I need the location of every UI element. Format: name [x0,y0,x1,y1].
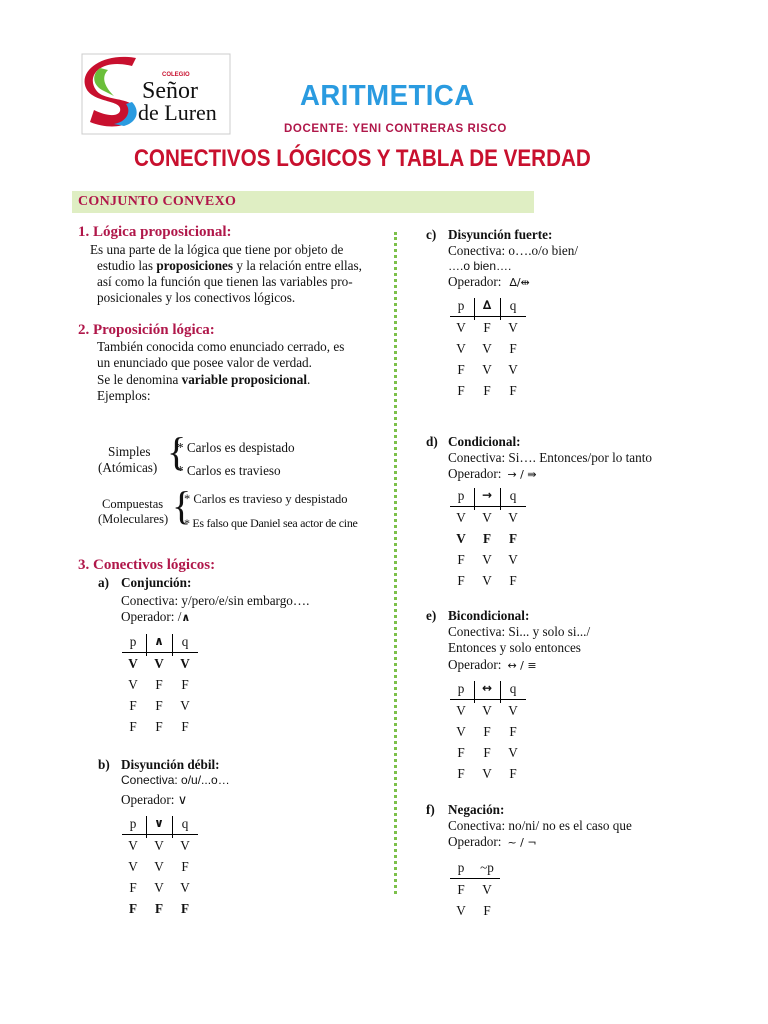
table-cell: F [483,745,491,760]
table-cell: V [482,882,492,897]
table-cell: F [180,901,190,916]
section-2-title: 2. Proposición lógica: [78,322,215,338]
table-cell: V [482,510,492,525]
compuestas-example-2: * Es falso que Daniel sea actor de cine [184,516,358,530]
table-header-cell: p [457,298,465,313]
item-f-operador [448,834,537,852]
table-header-cell: q [509,488,517,503]
item-f-title: Negación: [448,802,505,817]
table-header-cell: ↔ [481,681,493,695]
section-1-title: 1. Lógica proposicional: [78,224,232,240]
table-cell: F [457,745,465,760]
table-cell: V [482,552,492,567]
s1-line4: posicionales y los conectivos lógicos. [97,290,296,305]
table-cell: F [509,766,517,781]
simples-example-2: * Carlos es travieso [177,463,281,478]
item-d-conectiva: Conectiva: Si…. Entonces/por lo tanto [448,450,653,465]
item-c-title: Disyunción fuerte: [448,227,553,242]
table-cell: V [154,859,164,874]
table-cell: F [129,698,137,713]
table-cell: V [456,341,466,356]
logo-line1: Señor [142,78,198,104]
table-cell: F [457,882,465,897]
logo-emblem [80,52,232,136]
table-column-rule [500,298,501,320]
item-f-operador-text: Operador: [448,834,502,849]
item-c-operador-text: Operador: [448,274,502,289]
table-cell: V [180,656,190,671]
table-cell: V [482,341,492,356]
table-header-cell: ∧ [154,634,164,648]
s2-line3 [97,372,310,389]
table-header-cell: p [129,634,137,649]
simples-example-1: * Carlos es despistado [177,440,295,455]
delta-icon: ∆/⇹ [509,276,530,289]
table-cell: F [457,552,465,567]
table-column-rule [474,298,475,320]
table-cell: V [456,320,466,335]
table-cell: V [128,677,138,692]
s2-line4: Ejemplos: [97,388,151,403]
table-cell: F [509,573,517,588]
logo-small-text: COLEGIO [162,72,190,78]
table-cell: F [181,719,189,734]
item-b-label: b) [98,757,110,772]
item-d-title: Condicional: [448,434,521,449]
table-header-rule [122,652,198,653]
table-cell: F [155,719,163,734]
table-cell: V [456,724,466,739]
s1-line2-a: estudio las [97,258,157,273]
table-header-cell: ∨ [154,816,164,830]
item-c-conectiva-1: Conectiva: o….o/o bien/ [448,243,579,258]
page-subtitle: CONECTIVOS LÓGICOS Y TABLA DE VERDAD [134,145,591,172]
column-divider [394,232,397,894]
s2-line1: También conocida como enunciado cerrado, es [97,339,345,354]
item-f-conectiva: Conectiva: no/ni/ no es el caso que [448,818,632,833]
item-e-conectiva-2: Entonces y solo entonces [448,640,581,655]
item-e-conectiva-1: Conectiva: Si... y solo si.../ [448,624,591,639]
table-cell: V [180,698,190,713]
table-header-cell: q [181,634,189,649]
table-cell: V [128,656,138,671]
table-header-cell: p [457,681,465,696]
table-cell: F [509,383,517,398]
item-c-conectiva-2: ….o bien…. [448,259,512,273]
s2-line2: un enunciado que posee valor de verdad. [97,355,312,370]
table-cell: V [456,531,466,546]
table-cell: F [483,383,491,398]
teacher-name: DOCENTE: YENI CONTRERAS RISCO [284,123,507,135]
table-cell: V [508,320,518,335]
and-icon: ∧ [181,611,191,624]
table-cell: F [129,880,137,895]
table-cell: V [482,362,492,377]
table-cell: F [457,766,465,781]
item-e-operador [448,657,537,675]
table-cell: V [154,838,164,853]
simples-label: Simples [108,444,151,459]
s2-line3-a: Se le denomina [97,372,182,387]
table-column-rule [172,816,173,838]
table-cell: V [482,573,492,588]
table-cell: V [456,703,466,718]
table-cell: F [483,320,491,335]
table-header-rule [450,878,500,879]
table-cell: V [128,859,138,874]
compuestas-label-2: (Moleculares) [98,512,169,526]
item-a-conectiva: Conectiva: y/pero/e/sin embargo…. [121,593,310,608]
table-header-rule [450,316,526,317]
item-b-title: Disyunción débil: [121,757,220,772]
table-cell: F [509,341,517,356]
compuestas-label: Compuestas [102,497,164,511]
item-a-label: a) [98,575,109,590]
table-cell: F [155,677,163,692]
item-a-operador-text: Operador: / [121,609,182,624]
table-cell: F [457,573,465,588]
section-band-label: CONJUNTO CONVEXO [78,194,237,209]
compuestas-example-1: * Carlos es travieso y despistado [184,492,348,506]
s1-line2-c: y la relación entre ellas, [233,258,362,273]
table-header-cell: p [129,816,137,831]
table-cell: V [508,745,518,760]
table-cell: F [128,901,138,916]
table-cell: V [180,838,190,853]
item-d-operador [448,466,537,484]
table-cell: F [457,383,465,398]
item-a-operador [121,609,190,627]
table-header-cell: q [181,816,189,831]
section-3-title: 3. Conectivos lógicos: [78,557,216,573]
table-column-rule [500,488,501,510]
table-header-cell: ∆ [482,298,492,312]
item-c-operador [448,274,530,292]
table-cell: V [482,703,492,718]
item-d-label: d) [426,434,438,449]
table-cell: F [509,724,517,739]
item-d-operador-text: Operador: [448,466,502,481]
table-cell: F [483,903,491,918]
table-column-rule [474,681,475,703]
brace-simples: { [167,429,187,474]
table-header-rule [450,699,526,700]
table-header-cell: p [457,860,465,875]
table-header-cell: → [481,488,493,502]
s2-line3-c: . [307,372,311,387]
table-column-rule [500,681,501,703]
school-logo [80,52,232,136]
table-header-rule [122,834,198,835]
table-cell: F [155,698,163,713]
item-e-operador-text: Operador: [448,657,502,672]
biconditional-icon: ↔ / ≡ [507,659,537,672]
table-column-rule [146,634,147,656]
table-cell: V [180,880,190,895]
table-column-rule [172,634,173,656]
table-cell: V [128,838,138,853]
item-f-label: f) [426,802,435,817]
table-cell: F [129,719,137,734]
item-c-label: c) [426,227,437,242]
item-e-label: e) [426,608,437,623]
logo-line2: de Luren [138,100,217,125]
table-cell: F [181,859,189,874]
table-cell: F [181,677,189,692]
table-cell: V [154,656,164,671]
page-title: ARITMETICA [300,80,475,112]
table-cell: F [457,362,465,377]
table-column-rule [474,488,475,510]
table-cell: V [456,903,466,918]
s2-line3-bold: variable proposicional [181,372,308,387]
table-cell: F [508,531,518,546]
table-cell: V [456,510,466,525]
table-header-cell: q [509,681,517,696]
s1-line2-bold: proposiciones [156,258,234,273]
table-header-cell: q [509,298,517,313]
arrow-right-icon: → / ⇛ [507,468,537,481]
table-header-cell: p [457,488,465,503]
table-cell: F [483,724,491,739]
s1-line3: así como la función que tienen las variables pro- [97,274,353,289]
item-a-title: Conjunción: [121,575,192,590]
table-cell: V [482,766,492,781]
table-cell: V [508,510,518,525]
negation-icon: ~ / ¬ [507,836,537,849]
item-b-operador: Operador: ∨ [121,792,188,807]
table-cell: F [482,531,492,546]
table-header-rule [450,506,526,507]
simples-label-2: (Atómicas) [98,460,158,475]
table-cell: V [508,703,518,718]
s1-line2 [97,258,362,275]
table-cell: F [154,901,164,916]
item-b-conectiva: Conectiva: o/u/...o… [121,773,230,787]
item-e-title: Bicondicional: [448,608,530,623]
table-header-cell: ~p [480,860,494,875]
s1-line1: Es una parte de la lógica que tiene por objeto de [90,242,344,257]
table-column-rule [146,816,147,838]
brace-compuestas: { [172,483,192,528]
table-cell: V [154,880,164,895]
table-cell: V [508,362,518,377]
table-cell: V [508,552,518,567]
